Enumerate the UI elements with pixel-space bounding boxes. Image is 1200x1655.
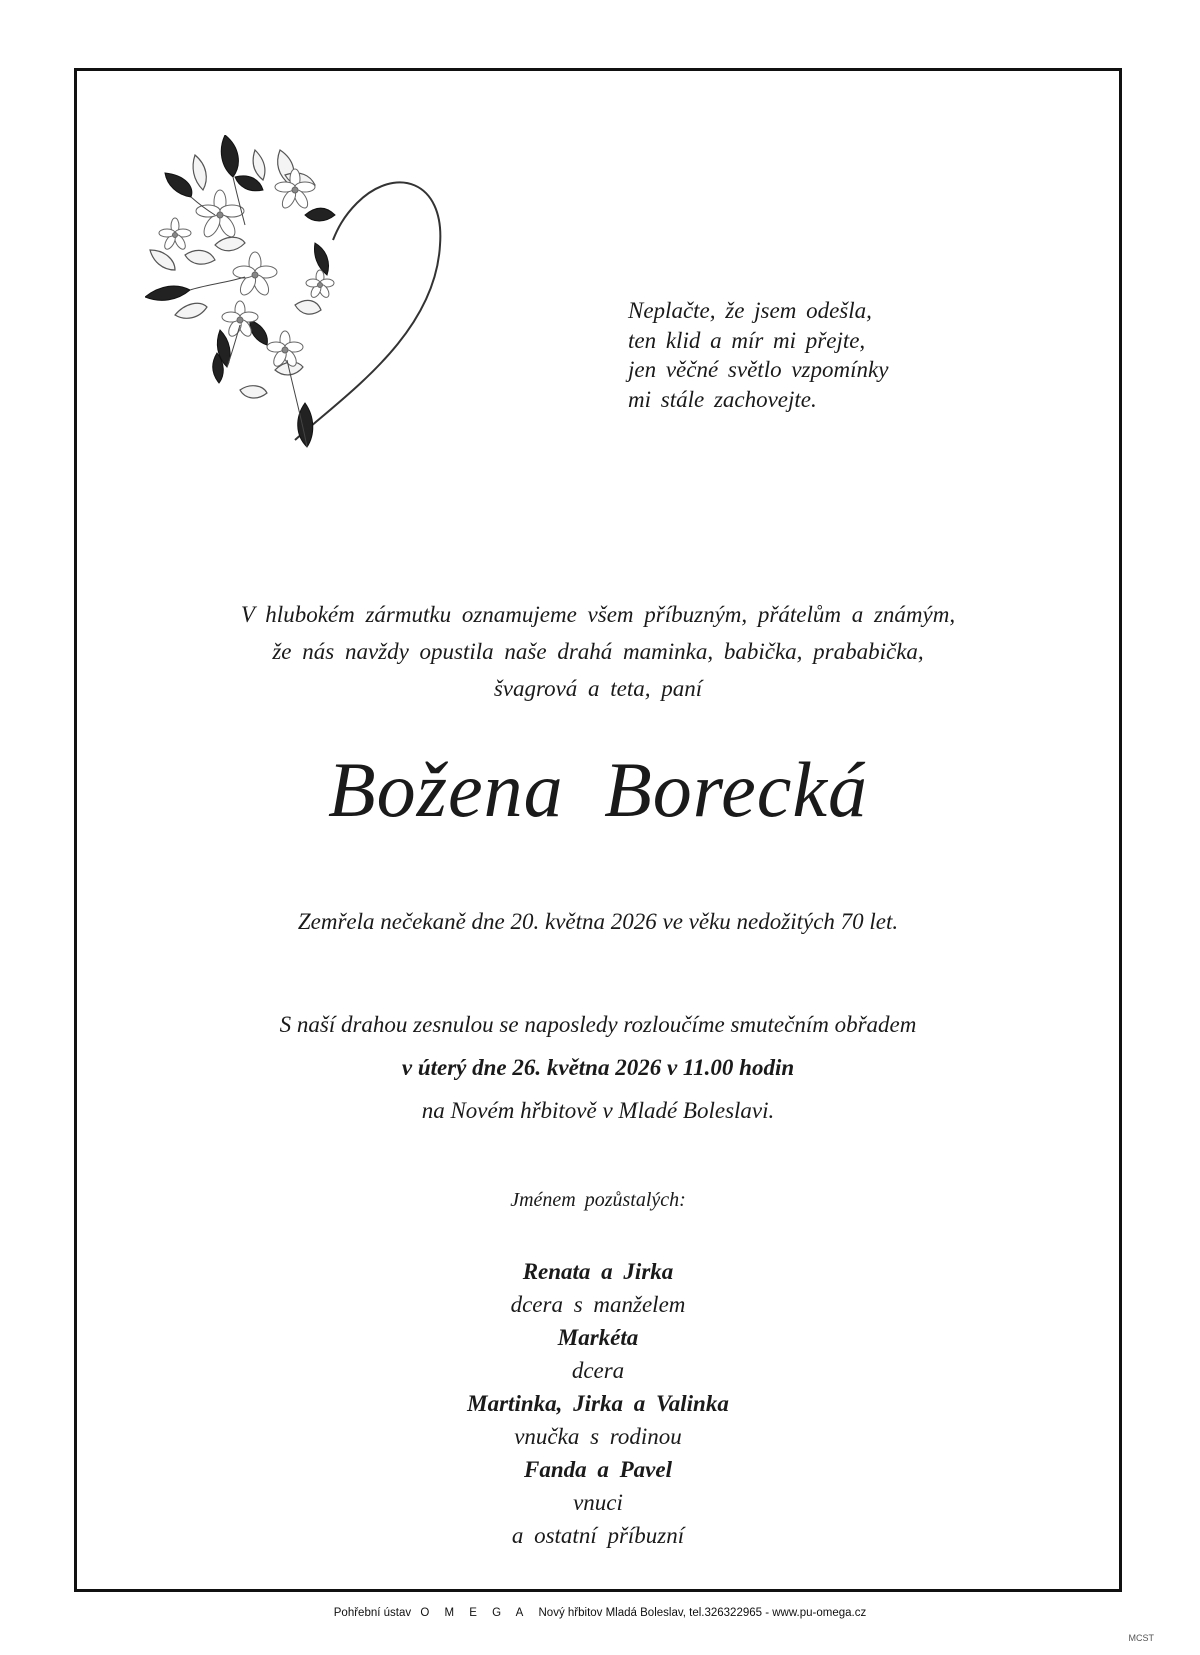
survivor-name: Fanda a Pavel bbox=[524, 1457, 672, 1482]
memorial-poem bbox=[628, 296, 1008, 414]
poem-line: mi stále zachovejte. bbox=[628, 386, 817, 412]
survivor-relation: a ostatní příbuzní bbox=[511, 1523, 685, 1548]
survivors-list bbox=[74, 1255, 1122, 1552]
funeral-home-footer bbox=[0, 1607, 1200, 1619]
survivor-relation: vnuci bbox=[573, 1490, 623, 1515]
deceased-name: Božena Borecká bbox=[327, 746, 869, 833]
survivor-relation: dcera bbox=[571, 1358, 625, 1383]
announcement-text bbox=[74, 596, 1122, 707]
announcement-line: že nás navždy opustila naše drahá maminka, babička, prababička, bbox=[272, 639, 924, 664]
on-behalf-label: Jménem pozůstalých: bbox=[510, 1189, 686, 1211]
poem-line: ten klid a mír mi přejte, bbox=[628, 327, 866, 353]
survivor-name: Markéta bbox=[557, 1325, 639, 1350]
survivor-relation: dcera s manželem bbox=[510, 1292, 686, 1317]
ceremony-info bbox=[74, 1003, 1122, 1132]
announcement-line: V hlubokém zármutku oznamujeme všem příbuzným, přátelům a známým, bbox=[240, 602, 956, 627]
poem-line: Neplačte, že jsem odešla, bbox=[628, 298, 872, 323]
death-notice: Zemřela nečekaně dne 20. května 2026 ve věku nedožitých 70 let. bbox=[297, 909, 899, 934]
survivor-relation: vnučka s rodinou bbox=[514, 1424, 682, 1449]
footer-company: O M E G A bbox=[420, 1607, 530, 1619]
ceremony-line: S naší drahou zesnulou se naposledy rozloučíme smutečním obřadem bbox=[279, 1012, 917, 1037]
corner-mark: MCST bbox=[1128, 1633, 1154, 1643]
poem-line: jen věčné světlo vzpomínky bbox=[628, 357, 889, 382]
announcement-line: švagrová a teta, paní bbox=[493, 676, 703, 701]
floral-heart-icon bbox=[145, 135, 475, 480]
footer-prefix: Pohřební ústav bbox=[333, 1607, 412, 1619]
survivor-name: Renata a Jirka bbox=[522, 1259, 674, 1284]
survivor-name: Martinka, Jirka a Valinka bbox=[467, 1391, 729, 1416]
ceremony-location: na Novém hřbitově v Mladé Boleslavi. bbox=[421, 1098, 775, 1123]
ceremony-date-time: v úterý dne 26. května 2026 v 11.00 hodin bbox=[401, 1055, 795, 1080]
footer-details: Nový hřbitov Mladá Boleslav, tel.326322965 - www.pu-omega.cz bbox=[538, 1607, 867, 1619]
